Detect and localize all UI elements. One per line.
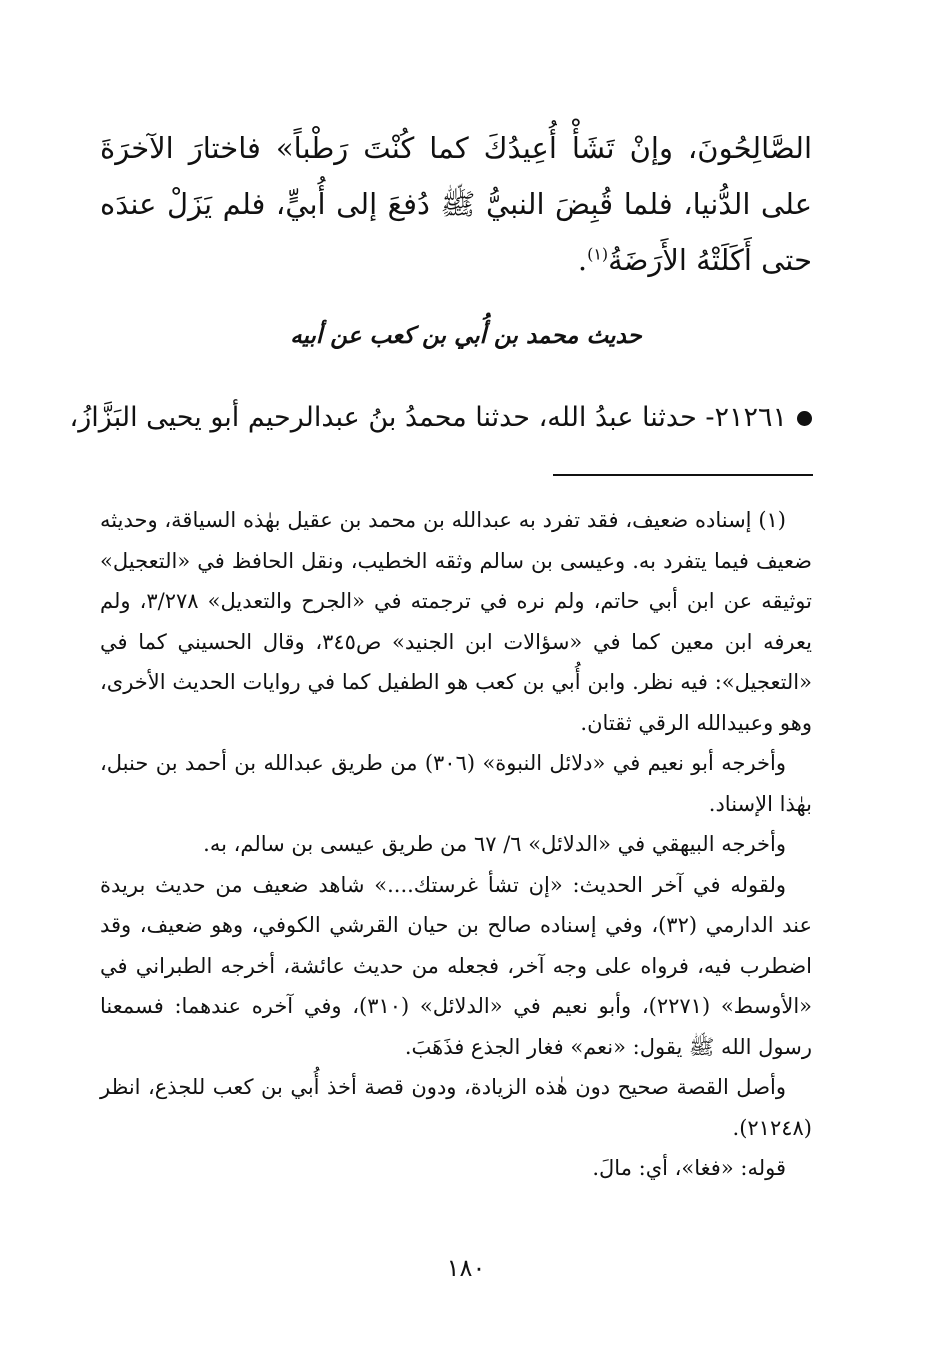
main-hadith-text — [100, 120, 812, 288]
footnote-paragraph: وأصل القصة صحيح دون هٰذه الزيادة، ودون قصة أخذ أُبي بن كعب للجذع، انظر (٢١٢٤٨). — [100, 1075, 812, 1140]
footnote-paragraph: قوله: «فغا»، أي: مالَ. — [592, 1156, 786, 1180]
footnote-reference: (١) — [587, 244, 609, 264]
bullet-icon — [797, 411, 812, 426]
hadith-opening-line — [69, 396, 812, 440]
footnote-paragraph: ولقوله في آخر الحديث: «إن تشأ غرستك....» شاهد ضعيف من حديث بريدة عند الدارمي (٣٢)، وفي إسناده صالح بن حيان القرشي الكوفي، وهو ضعيف، وقد اضطرب فيه، فرواه على وجه آخر، فجعله من حديث عائشة، أخرجه الطبراني في «الأوسط» (٢٢٧١)، وأبو نعيم في «الدلائل» (٣١٠)، وفي آخره عندهما: فسمعنا رسول الله ﷺ يقول: «نعم» فغار الجذع فذَهَبَ. — [100, 872, 813, 1059]
section-heading: حديث محمد بن أُبي بن كعب عن أبيه — [290, 322, 642, 349]
main-text-line-3-end: . — [577, 243, 588, 277]
footnotes-section — [100, 500, 812, 1189]
main-text-line-2: الدُّنيا، فلما قُبِضَ النبيُّ ﷺ دُفعَ إلى أُبيٍّ، فلم يَزَلْ عندَه حتى — [100, 187, 812, 277]
main-text-line-1: الصَّالِحُونَ، وإنْ تَشَأْ أُعِيدُكَ كما كُنْتَ رَطْباً» فاختارَ الآخرَةَ على — [100, 131, 812, 221]
footnote-paragraph: (١) إسناده ضعيف، فقد تفرد به عبدالله بن محمد بن عقيل بهٰذه السياقة، وحديثه ضعيف فيما يتفرد به. وعيسى بن سالم وثقه الخطيب، ونقل الحافظ في «التعجيل» توثيقه عن ابن أبي حاتم، ولم نره في ترجمته في «الجرح والتعديل» ٣/٢٧٨، ولم يعرفه ابن معين كما في «سؤالات ابن الجنيد» ص٣٤٥، وقال الحسيني كما في «التعجيل»: فيه نظر. وابن أُبي بن كعب هو الطفيل كما في روايات الحديث الأخرى، وهو وعبيدالله الرقي ثقتان. — [100, 508, 812, 735]
footnote-separator — [553, 474, 813, 476]
hadith-text: ٢١٢٦١- حدثنا عبدُ الله، حدثنا محمدُ بنُ عبدالرحيم أبو يحيى البَزَّازُ، — [69, 402, 787, 433]
main-text-line-3: أَكَلَتْهُ الأَرَضَةُ — [608, 243, 752, 277]
page-number: ١٨٠ — [446, 1254, 486, 1282]
footnote-paragraph: وأخرجه البيهقي في «الدلائل» ٦/ ٦٧ من طريق عيسى بن سالم، به. — [203, 832, 786, 856]
footnote-paragraph: وأخرجه أبو نعيم في «دلائل النبوة» (٣٠٦) من طريق عبدالله بن أحمد بن حنبل، بهٰذا الإسناد. — [100, 751, 812, 816]
